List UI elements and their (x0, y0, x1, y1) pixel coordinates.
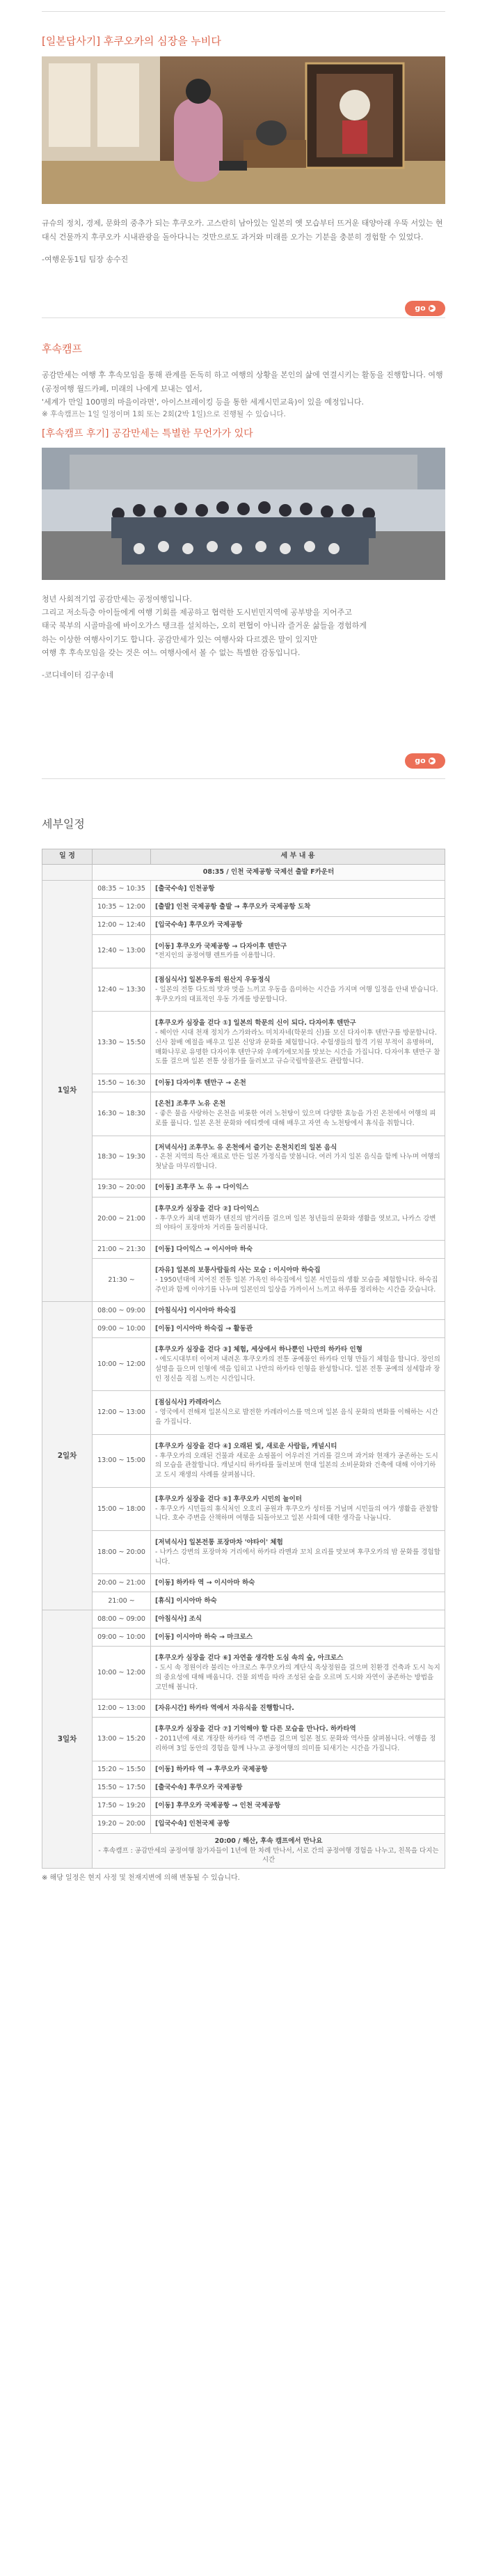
schedule-row (42, 1320, 445, 1338)
go-label: go (415, 304, 426, 313)
schedule-row (42, 1259, 445, 1302)
desc-cell (151, 1761, 445, 1779)
arrow-right-icon: ▶ (429, 757, 434, 764)
schedule-row (42, 1179, 445, 1197)
time-cell: 21:30 ~ (93, 1259, 151, 1302)
header-desc: 세 부 내 용 (151, 849, 445, 864)
activity-title: [저녁식사] 조후쿠노 유 온천에서 즐기는 온천치킨의 일본 음식 (155, 1143, 337, 1152)
activity-title: [점심식사] 카레라이스 (155, 1399, 221, 1407)
activity-detail: - 2011년에 새로 개장한 하카타 역 주변을 걸으며 일본 철도 문화와 역사를 살펴봅니다. 여행을 정리하며 3일 동안의 경험을 함께 나누고 공정여행의 의미를 되새기는 시간을 가집니다. (155, 1735, 436, 1753)
time-cell: 21:00 ~ (93, 1592, 151, 1610)
desc-cell (151, 1628, 445, 1647)
camp-caption: -코디네이터 김구송네 (42, 670, 114, 680)
activity-title: [아침식사] 이시아마 하숙집 (155, 1307, 237, 1315)
activity-detail: - 1950년대에 지어진 전통 일본 가옥인 하숙집에서 일본 서민들의 생활 모습을 체험합니다. 하숙집 주인과 함께 이야기를 나누며 일본인의 일상을 가까이서 느끼고 하루를 정리하는 시간을 갖습니다. (155, 1275, 438, 1294)
activity-title: [후쿠오카 심장을 걷다 ②] 다이익스 (155, 1204, 260, 1213)
time-cell: 15:20 ~ 15:50 (93, 1761, 151, 1779)
departure-info: 08:35 / 인천 국제공항 국제선 출발 F카운터 (93, 864, 445, 880)
story-japan-trip (42, 33, 445, 313)
camp-body-3: 태국 북부의 시골마을에 바이오가스 탱크를 설치하는, 오히 편협이 아니라 즐거운 삶들을 경험하게 (42, 621, 367, 631)
story-body: 규슈의 정치, 경제, 문화의 중추가 되는 후쿠오카. 고스란히 남아있는 일본의 옛 모습부터 뜨거운 태양아래 우뚝 서있는 현대식 건물까지 후쿠오카 시내관광을 돌아다니는 것만으로도 과거와 미래를 오가는 기분을 충분히 경험할 수 있었다. (42, 219, 443, 242)
time-cell: 08:00 ~ 09:00 (93, 1610, 151, 1628)
schedule-row (42, 880, 445, 898)
activity-title: [이동] 다이익스 → 이시아마 하숙 (155, 1245, 253, 1253)
activity-title: [후쿠오카 심장을 걷다 ⑥] 자연을 생각한 도심 속의 숲, 아크로스 (155, 1654, 344, 1663)
schedule-row (42, 898, 445, 916)
desc-cell (151, 1179, 445, 1197)
time-cell: 19:20 ~ 20:00 (93, 1815, 151, 1833)
schedule-row (42, 1092, 445, 1136)
desc-cell (151, 1302, 445, 1320)
desc-cell (151, 1338, 445, 1391)
schedule-row (42, 1338, 445, 1391)
schedule-row (42, 916, 445, 934)
desc-cell (151, 968, 445, 1012)
time-cell: 12:40 ~ 13:30 (93, 968, 151, 1012)
closing-title: 20:00 / 해산, 후속 캠프에서 만나요 (214, 1837, 323, 1845)
activity-title: [이동] 하카타 역 → 후쿠오카 국제공항 (155, 1766, 268, 1774)
schedule-row (42, 968, 445, 1012)
time-cell: 15:50 ~ 16:30 (93, 1074, 151, 1092)
schedule-section (42, 816, 445, 1884)
closing-cell (93, 1833, 445, 1868)
header-day: 일 정 (42, 849, 93, 864)
time-cell: 15:50 ~ 17:50 (93, 1779, 151, 1797)
time-cell: 12:40 ~ 13:00 (93, 934, 151, 968)
activity-title: [입국수속] 후쿠오카 국제공항 (155, 921, 243, 929)
activity-title: [출국수속] 인천공항 (155, 885, 215, 893)
schedule-row (42, 1197, 445, 1240)
schedule-header-row (42, 849, 445, 864)
camp-intro-2: '세계가 만일 100명의 마을이라면', 아이스브레이킹 등을 통한 세계시민교육)이 있을 예정입니다. (42, 397, 364, 407)
closing-row (42, 1833, 445, 1868)
camp-body-4: 하는 이상한 여행사이기도 합니다. 공감만세가 있는 여행사와 다르겠은 말이 있지만 (42, 634, 318, 644)
activity-title: [이동] 하카타 역 → 이시아마 하숙 (155, 1579, 255, 1587)
schedule-row (42, 1434, 445, 1487)
tea-ceremony-image (42, 56, 445, 204)
time-cell: 18:00 ~ 20:00 (93, 1531, 151, 1574)
tea-ceremony-photo (42, 56, 445, 204)
time-cell: 12:00 ~ 13:00 (93, 1699, 151, 1718)
go-button-camp[interactable] (405, 753, 445, 769)
desc-cell (151, 1241, 445, 1259)
schedule-row (42, 1574, 445, 1592)
activity-title: [이동] 다자이후 텐만구 → 온천 (155, 1078, 246, 1087)
schedule-row (42, 1012, 445, 1074)
story-title: [일본답사기] 후쿠오카의 심장을 누비다 (42, 35, 221, 47)
desc-cell (151, 1136, 445, 1179)
camp-intro-1: 공감만세는 여행 후 후속모임을 통해 관계를 돈독히 하고 여행의 상황을 본인의 삶에 연결시키는 활동을 진행합니다. 여행(공정여행 월드카페, 미래의 나에게 보내는 엽서, (42, 370, 443, 393)
schedule-row (42, 1487, 445, 1530)
camp-body-1: 청년 사회적기업 공감만세는 공정여행입니다. (42, 594, 192, 604)
activity-title: [이동] 이시아마 하숙집 → 활동관 (155, 1325, 253, 1333)
activity-detail: - 일본의 전통 다도의 맛과 멋을 느끼고 우동을 음미하는 시간을 가지며 여행 일정을 안내 받습니다. 후쿠오카의 대표적인 우동 가게를 방문합니다. (155, 985, 438, 1003)
desc-cell (151, 1574, 445, 1592)
camp-body-2: 그리고 저소득층 아이들에게 여행 기회를 제공하고 협력한 도시빈민지역에 공부방을 지어주고 (42, 608, 352, 618)
time-cell: 08:35 ~ 10:35 (93, 880, 151, 898)
time-cell: 10:00 ~ 12:00 (93, 1647, 151, 1699)
schedule-row (42, 1241, 445, 1259)
activity-detail: - 온천 지역의 특산 재료로 만든 일본 가정식을 맛봅니다. 여러 가지 일본 음식을 함께 나누며 여행의 첫날을 마무리합니다. (155, 1153, 440, 1171)
activity-title: [휴식] 이시아마 하숙 (155, 1597, 217, 1605)
time-cell: 21:00 ~ 21:30 (93, 1241, 151, 1259)
schedule-title: 세부일정 (42, 817, 85, 831)
activity-title: [출국수속] 후쿠오카 국제공항 (155, 1784, 243, 1792)
schedule-row (42, 1761, 445, 1779)
desc-cell (151, 1434, 445, 1487)
activity-title: [아침식사] 조식 (155, 1615, 202, 1624)
arrow-right-icon: ▶ (429, 305, 434, 311)
schedule-row (42, 1718, 445, 1761)
activity-detail: - 후쿠오카의 오래된 건물과 새로운 쇼핑몰이 어우러진 거리를 걸으며 과거와 현재가 공존하는 도시의 모습을 관찰합니다. 캐널시티 하카타를 둘러보며 현대 일본의 소비문화와 건축에 대해 이야기하고 도시 재생의 사례를 살펴봅니다. (155, 1452, 438, 1479)
desc-cell (151, 1197, 445, 1240)
schedule-row (42, 1531, 445, 1574)
activity-title: [이동] 후쿠오카 국제공항 → 다자이후 텐만구 (155, 942, 287, 950)
schedule-row (42, 1699, 445, 1718)
header-time (93, 849, 151, 864)
activity-title: [후쿠오카 심장을 걷다 ④] 오래된 빛, 새로운 사람들, 캐널시티 (155, 1442, 337, 1450)
divider (42, 317, 445, 318)
schedule-row (42, 1779, 445, 1797)
go-button[interactable] (405, 301, 445, 316)
activity-title: [자유시간] 하카타 역에서 자유식을 진행합니다. (155, 1704, 294, 1713)
time-cell: 13:30 ~ 15:50 (93, 1012, 151, 1074)
time-cell: 13:00 ~ 15:20 (93, 1718, 151, 1761)
time-cell: 09:00 ~ 10:00 (93, 1628, 151, 1647)
desc-cell (151, 1699, 445, 1718)
activity-title: [후쿠오카 심장을 걷다 ③] 체험, 세상에서 하나뿐인 나만의 하카타 인형 (155, 1346, 362, 1354)
time-cell: 19:30 ~ 20:00 (93, 1179, 151, 1197)
time-cell: 12:00 ~ 13:00 (93, 1391, 151, 1434)
time-cell: 12:00 ~ 12:40 (93, 916, 151, 934)
activity-title: [이동] 후쿠오카 국제공항 → 인천 국제공항 (155, 1802, 281, 1810)
time-cell: 13:00 ~ 15:00 (93, 1434, 151, 1487)
activity-detail: - 헤이안 시대 천재 정치가 스가와라노 미치자네(학문의 신)를 모신 다자이후 텐만구를 방문합니다. 신사 참배 예절을 배우고 일본 신앙과 문화를 체험합니다. 수험생들의 합격 기원 부적이 유명하며, 매화나무로 유명한 다자이후 텐만구와 우메가에모치를 맛보는 시간을 가집니다. 다자이후 텐만구 참도를 걸으며 일본 전통 상점가를 둘러보고 규슈국립박물관도 관람합니다. (155, 1029, 440, 1066)
activity-title: [자유] 일본의 보통사람들의 사는 모습 : 이시아마 하숙집 (155, 1266, 321, 1275)
desc-cell (151, 1391, 445, 1434)
schedule-row (42, 1136, 445, 1179)
schedule-row (42, 934, 445, 968)
activity-title: [후쿠오카 심장을 걷다 ①] 일본의 학문의 신이 되다. 다자이후 텐만구 (155, 1019, 356, 1028)
desc-cell (151, 1259, 445, 1302)
activity-title: [출발] 인천 국제공항 출발 → 후쿠오카 국제공항 도착 (155, 903, 311, 911)
time-cell: 09:00 ~ 10:00 (93, 1320, 151, 1338)
activity-detail: - 후쿠오카 최대 번화가 텐진의 밤거리를 걸으며 일본 청년들의 문화와 생활을 엿보고, 나카스 강변의 야타이 포장마차 거리를 둘러봅니다. (155, 1214, 436, 1232)
day-label: 2일차 (42, 1302, 93, 1610)
desc-cell (151, 1647, 445, 1699)
schedule-row (42, 1647, 445, 1699)
camp-review-title: [후속캠프 후기] 공감만세는 특별한 무언가가 있다 (42, 428, 253, 440)
schedule-row (42, 1592, 445, 1610)
desc-cell (151, 1531, 445, 1574)
time-cell: 20:00 ~ 21:00 (93, 1197, 151, 1240)
desc-cell (151, 934, 445, 968)
desc-cell (151, 1487, 445, 1530)
desc-cell (151, 1779, 445, 1797)
activity-title: [후쿠오카 심장을 걷다 ⑤] 후쿠오카 시민의 놀이터 (155, 1495, 302, 1503)
camp-note: ※ 후속캠프는 1일 일정이며 1회 또는 2회(2박 1일)으로 진행될 수 있습니다. (42, 410, 286, 418)
day-cell-empty (42, 864, 93, 880)
activity-title: [후쿠오카 심장을 걷다 ⑦] 기억해야 할 다른 모습을 만나다. 하카타역 (155, 1725, 356, 1734)
desc-cell (151, 1012, 445, 1074)
desc-cell (151, 1320, 445, 1338)
schedule-table (42, 849, 445, 1869)
departure-row (42, 864, 445, 880)
schedule-row (42, 1391, 445, 1434)
activity-title: [이동] 이시아마 하숙 → 마크로스 (155, 1633, 253, 1642)
time-cell: 08:00 ~ 09:00 (93, 1302, 151, 1320)
schedule-row (42, 1628, 445, 1647)
camp-title: 후속캠프 (42, 343, 82, 355)
schedule-footnote: ※ 해당 일정은 현지 사정 및 천재지변에 의해 변동될 수 있습니다. (42, 1874, 240, 1883)
schedule-row (42, 1074, 445, 1092)
group-image (42, 448, 445, 580)
time-cell: 18:30 ~ 19:30 (93, 1136, 151, 1179)
time-cell: 16:30 ~ 18:30 (93, 1092, 151, 1136)
desc-cell (151, 1592, 445, 1610)
schedule-row (42, 1610, 445, 1628)
desc-cell (151, 898, 445, 916)
activity-title: [온천] 조후쿠 노유 온천 (155, 1100, 226, 1108)
story-caption: -여행운동1팀 팀장 송수진 (42, 254, 129, 264)
group-photo (42, 448, 445, 580)
schedule-row (42, 1797, 445, 1815)
desc-cell (151, 1815, 445, 1833)
activity-detail: - 나카스 강변의 포장마차 거리에서 하카타 라멘과 꼬치 요리를 맛보며 후쿠오카의 밤 문화를 경험합니다. (155, 1548, 440, 1566)
activity-detail: - 도시 속 정원이라 불리는 아크로스 후쿠오카의 계단식 옥상정원을 걸으며 친환경 건축과 도시 녹지의 중요성에 대해 배웁니다. 건물 외벽을 따라 조성된 숲을 오르며 도시와 자연이 공존하는 방법을 고민해 봅니다. (155, 1664, 440, 1691)
desc-cell (151, 1074, 445, 1092)
schedule-row (42, 1302, 445, 1320)
top-divider (42, 11, 445, 12)
desc-cell (151, 916, 445, 934)
time-cell: 10:35 ~ 12:00 (93, 898, 151, 916)
activity-detail: - 영국에서 전해져 일본식으로 발전한 카레라이스를 먹으며 일본 음식 문화의 변화를 이해하는 시간을 가집니다. (155, 1408, 438, 1426)
time-cell: 20:00 ~ 21:00 (93, 1574, 151, 1592)
time-cell: 15:00 ~ 18:00 (93, 1487, 151, 1530)
activity-detail: - 후쿠오카 시민들의 휴식처인 오호리 공원과 후쿠오카 성터를 거닐며 시민들의 여가 생활을 관찰합니다. 호수 주변을 산책하며 여행을 되돌아보고 일본 사회에 대한 생각을 나눕니다. (155, 1505, 438, 1523)
activity-title: [입국수속] 인천국제 공항 (155, 1820, 230, 1828)
day-label: 1일차 (42, 880, 93, 1302)
desc-cell (151, 1797, 445, 1815)
desc-cell (151, 1092, 445, 1136)
time-cell: 10:00 ~ 12:00 (93, 1338, 151, 1391)
day-label: 3일차 (42, 1610, 93, 1869)
desc-cell (151, 1610, 445, 1628)
activity-detail: - 에도시대부터 이어져 내려온 후쿠오카의 전통 공예품인 하카타 인형 만들기 체험을 합니다. 장인의 설명을 들으며 인형에 색을 입히고 나만의 하카타 인형을 완성합니다. 일본 전통 공예의 섬세함과 장인 정신을 직접 느끼는 시간입니다. (155, 1356, 440, 1383)
activity-title: [점심식사] 일본우동의 원산지 우동정식 (155, 976, 271, 984)
activity-detail: "전지인의 공정여행 렌트카를 이용합니다. (155, 952, 276, 960)
follow-up-camp-section (42, 341, 445, 766)
time-cell: 17:50 ~ 19:20 (93, 1797, 151, 1815)
desc-cell (151, 880, 445, 898)
camp-body-5: 여행 후 후속모임을 갖는 것은 여느 여행사에서 볼 수 없는 특별한 감동입니다. (42, 647, 301, 657)
activity-detail: - 좋은 물을 사랑하는 온천을 비롯한 여러 노천탕이 있으며 다양한 효능을 가진 온천에서 여행의 피로를 풉니다. 일본 온천 문화와 에티켓에 대해 배우고 자연 속 노천탕에서 휴식을 취합니다. (155, 1109, 436, 1127)
closing-detail: - 후속캠프 : 공감만세의 공정여행 참가자들이 1년에 한 차례 만나서, 서로 간의 공정여행 경험을 나누고, 친목을 다지는 시간 (98, 1846, 439, 1864)
divider (42, 778, 445, 779)
schedule-row (42, 1815, 445, 1833)
activity-title: [이동] 조후쿠 노 유 → 다이익스 (155, 1184, 249, 1192)
activity-title: [저녁식사] 일본전통 포장마차 '야타이' 체험 (155, 1539, 283, 1547)
desc-cell (151, 1718, 445, 1761)
go-label: go (415, 756, 426, 766)
